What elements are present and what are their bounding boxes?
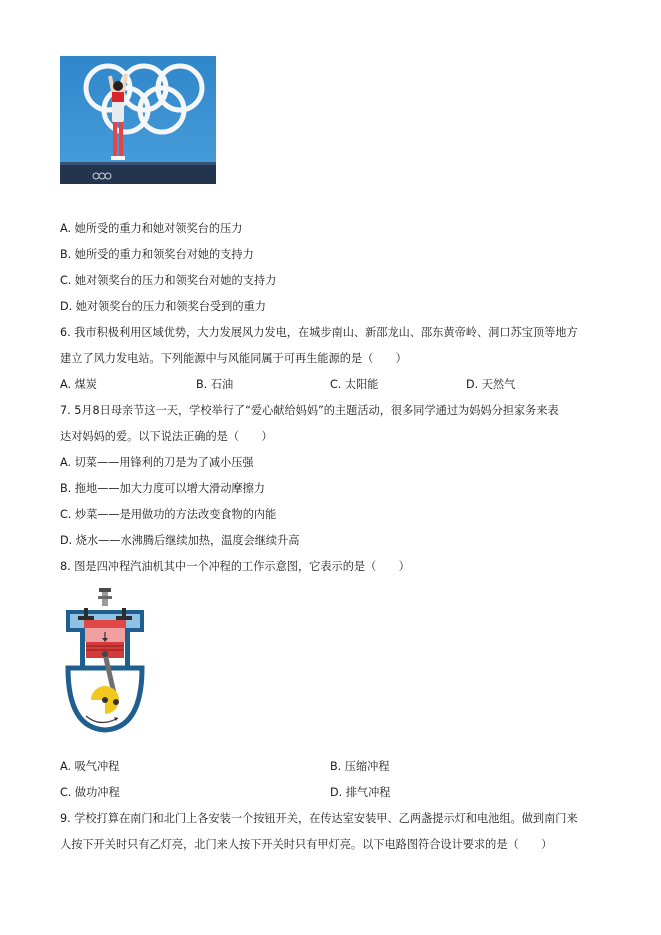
q7-stem-line2: 达对妈妈的爱。以下说法正确的是（ ）: [60, 430, 273, 443]
q9-stem-line2: 人按下开关时只有乙灯亮，北门来人按下开关时只有甲灯亮。以下电路图符合设计要求的是（ ）: [60, 838, 553, 851]
q7-option-c: C. 炒菜——是用做功的方法改变食物的内能: [60, 508, 277, 521]
q6-option-c: C. 太阳能: [330, 378, 379, 391]
q8-option-c: C. 做功冲程: [60, 786, 120, 799]
q8-option-a: A. 吸气冲程: [60, 760, 120, 773]
q7-option-b: B. 拖地——加大力度可以增大滑动摩擦力: [60, 482, 265, 495]
q8-option-d: D. 排气冲程: [330, 786, 391, 799]
q8-option-b: B. 压缩冲程: [330, 760, 390, 773]
q9-stem-line1: 9. 学校打算在南门和北门上各安装一个按钮开关，在传达室安装甲、乙两盏提示灯和电池组。做到南门来: [60, 812, 578, 825]
q5-option-b: B. 她所受的重力和领奖台对她的支持力: [60, 248, 254, 261]
q6-option-d: D. 天然气: [466, 378, 516, 391]
q5-option-d: D. 她对领奖台的压力和领奖台受到的重力: [60, 300, 266, 313]
q6-stem-line2: 建立了风力发电站。下列能源中与风能同属于可再生能源的是（ ）: [60, 352, 407, 365]
podium-photo: [60, 56, 216, 184]
q6-option-a: A. 煤炭: [60, 378, 97, 391]
q7-option-d: D. 烧水——水沸腾后继续加热，温度会继续升高: [60, 534, 300, 547]
engine-stroke-diagram: [60, 588, 150, 738]
q7-stem-line1: 7. 5月8日母亲节这一天，学校举行了“爱心献给妈妈”的主题活动，很多同学通过为妈妈分担家务来表: [60, 404, 559, 417]
q8-stem: 8. 图是四冲程汽油机其中一个冲程的工作示意图，它表示的是（ ）: [60, 560, 410, 573]
q7-option-a: A. 切菜——用锋利的刀是为了减小压强: [60, 456, 254, 469]
q5-option-c: C. 她对领奖台的压力和领奖台对她的支持力: [60, 274, 277, 287]
q5-option-a: A. 她所受的重力和她对领奖台的压力: [60, 222, 243, 235]
q6-option-b: B. 石油: [196, 378, 234, 391]
q6-stem-line1: 6. 我市积极利用区域优势，大力发展风力发电，在城步南山、新邵龙山、邵东黄帝岭、洞口苏宝顶等地方: [60, 326, 578, 339]
